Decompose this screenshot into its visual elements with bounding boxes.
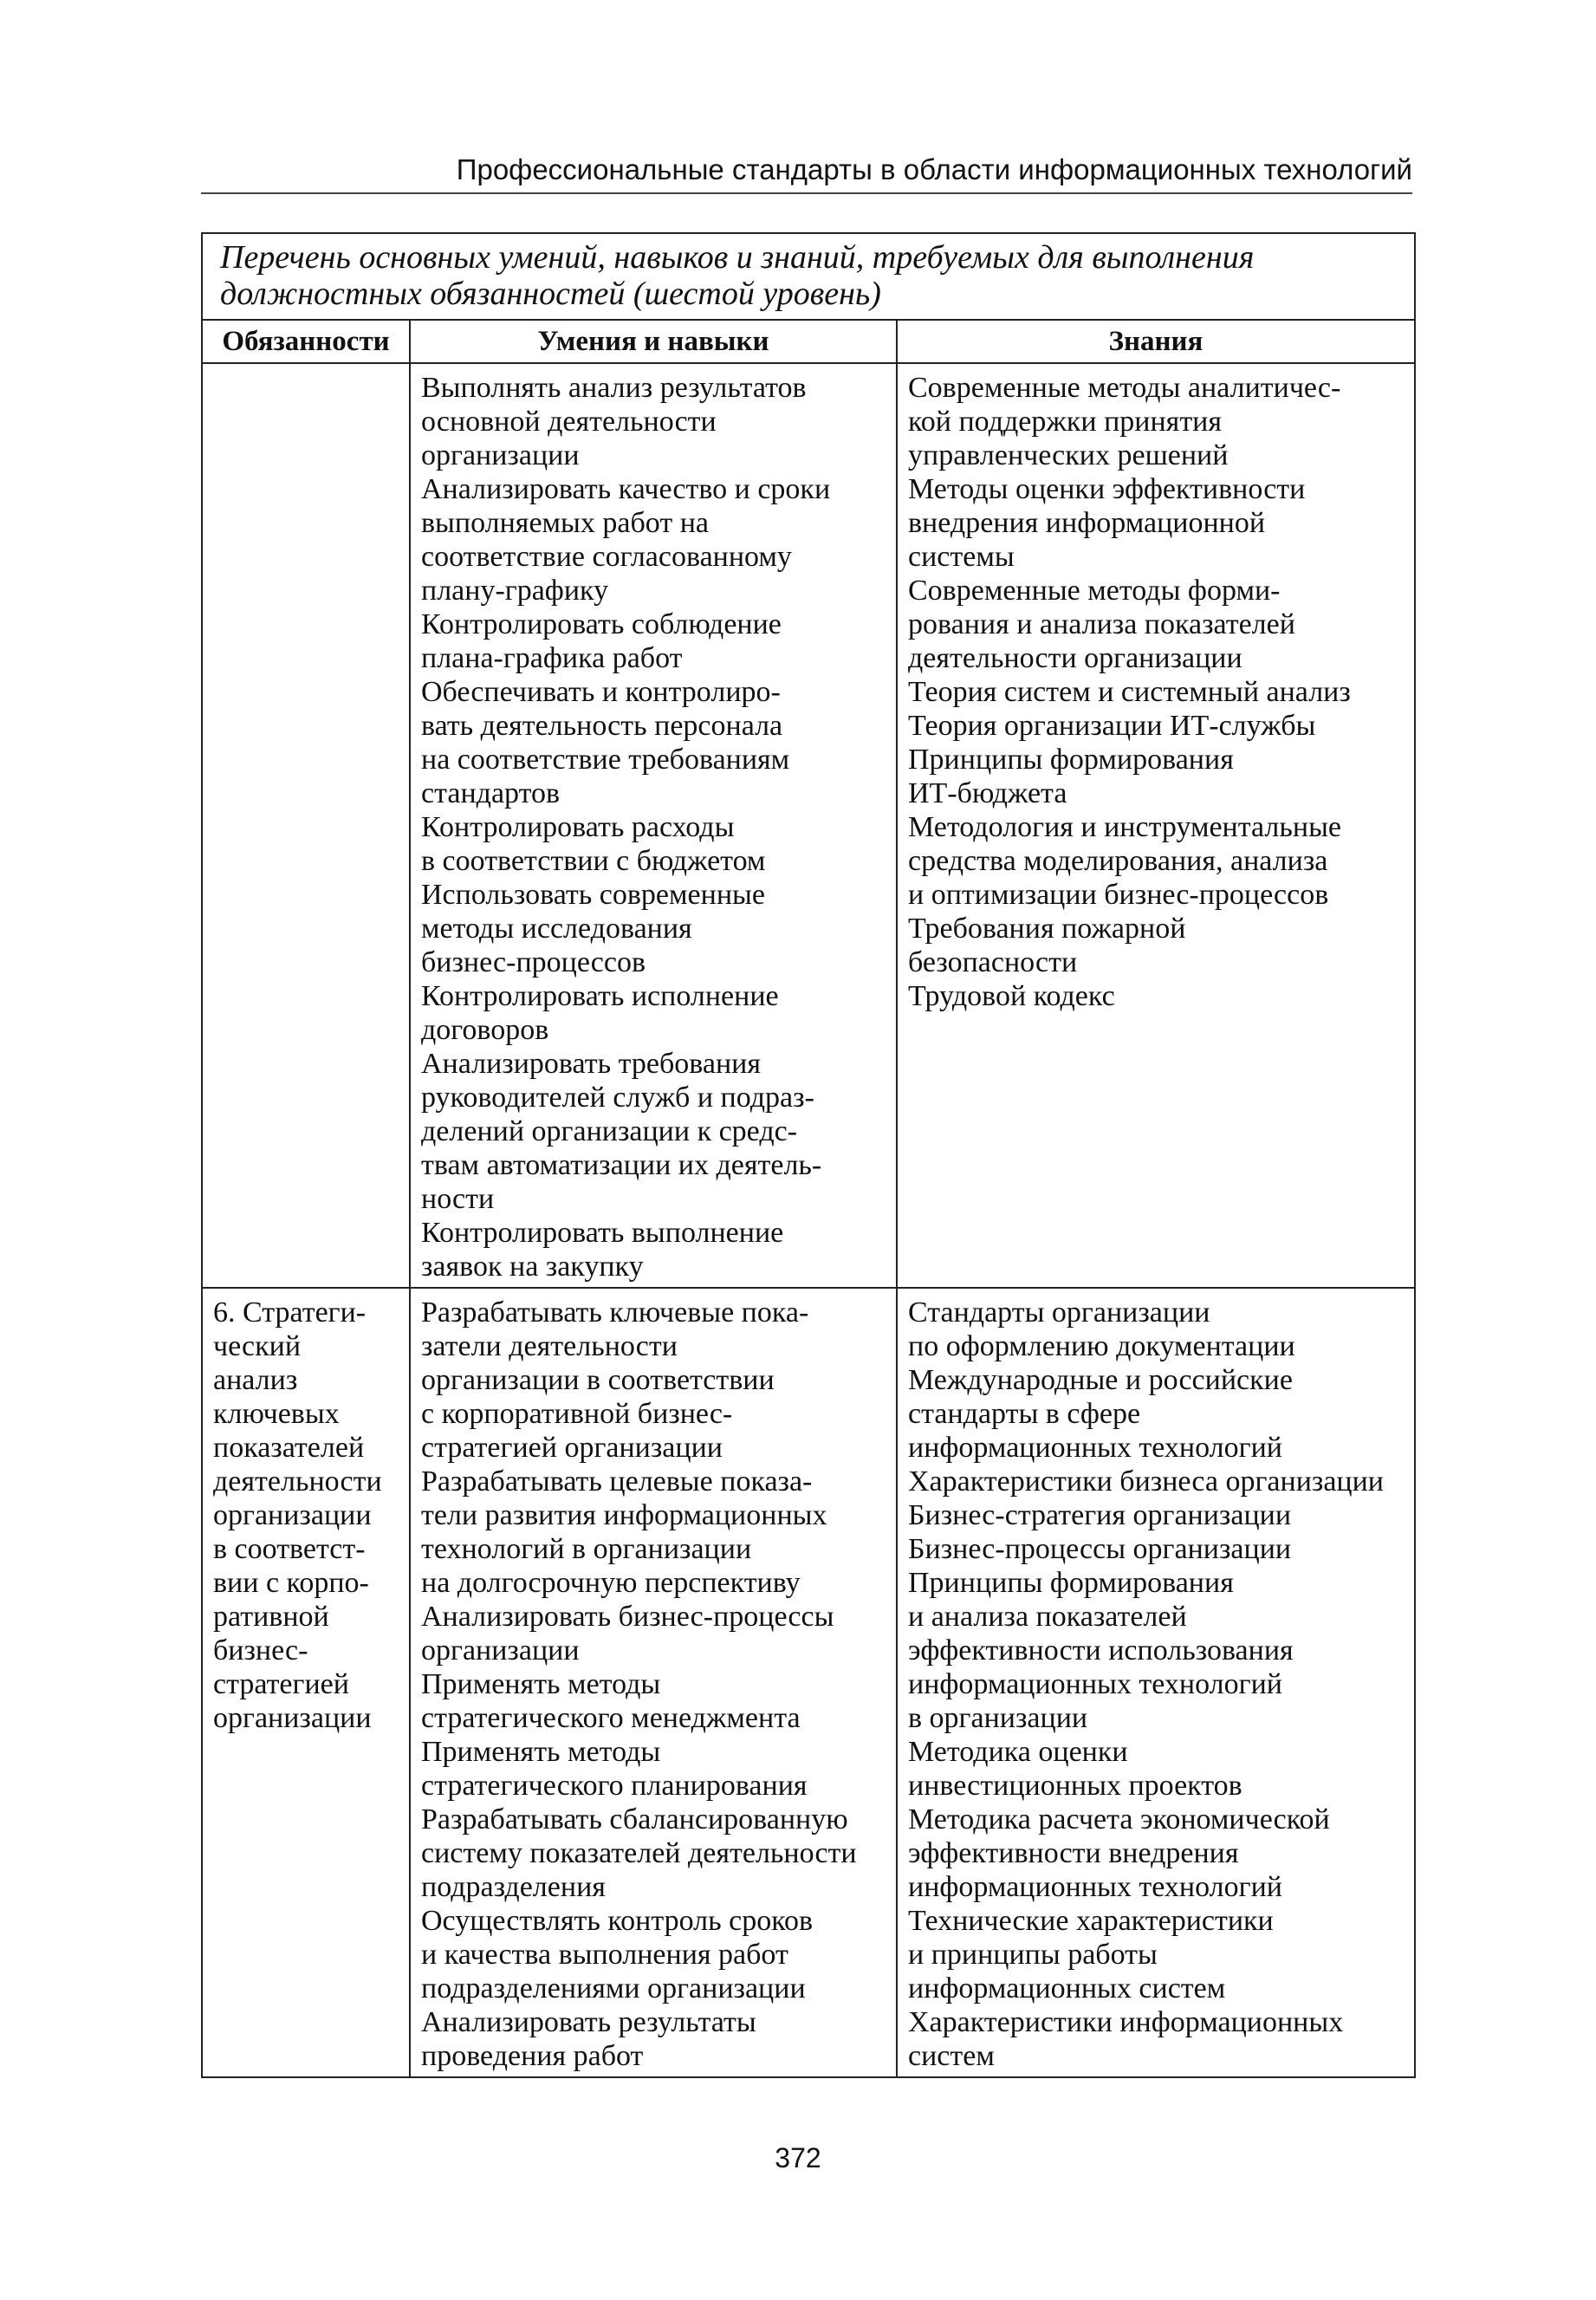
cell-line: стандартов xyxy=(421,777,561,809)
cell-line: системы xyxy=(908,541,1015,573)
cell-line: вии с корпо- xyxy=(213,1567,369,1599)
cell-line: на соответствие требованиям xyxy=(421,744,790,776)
cell-line: управленческих решений xyxy=(908,439,1229,471)
cell-line: затели деятельности xyxy=(421,1330,678,1362)
cell-line: Методы оценки эффективности xyxy=(908,473,1306,505)
cell-line: Анализировать качество и сроки xyxy=(421,473,831,505)
cell-line: с корпоративной бизнес- xyxy=(421,1398,733,1430)
cell-line: Теория организации ИТ-службы xyxy=(908,710,1316,742)
cell-line: эффективности внедрения xyxy=(908,1837,1239,1869)
table-caption-line: Перечень основных умений, навыков и знаний, требуемых для выполнения xyxy=(220,239,1255,276)
cell-line: Технические характеристики xyxy=(908,1905,1274,1937)
cell-line: инвестиционных проектов xyxy=(908,1770,1242,1802)
cell-line: Осуществлять контроль сроков xyxy=(421,1905,814,1937)
cell-line: и качества выполнения работ xyxy=(421,1939,788,1971)
cell-line: Методика расчета экономической xyxy=(908,1803,1330,1835)
cell-line: Методология и инструментальные xyxy=(908,811,1342,843)
table-caption-row xyxy=(202,233,1415,320)
cell-line: стандарты в сфере xyxy=(908,1398,1141,1430)
cell-line: безопасности xyxy=(908,946,1078,978)
cell-line: Разрабатывать сбалансированную xyxy=(421,1803,848,1835)
column-header-duties: Обязанности xyxy=(202,320,410,363)
cell-line: ческий xyxy=(213,1330,302,1362)
cell-line: систем xyxy=(908,2040,995,2072)
table-caption-line: должностных обязанностей (шестой уровень) xyxy=(220,276,881,312)
cell-line: организации в соответствии xyxy=(421,1364,775,1396)
cell-line: Контролировать расходы xyxy=(421,811,735,843)
cell-line: подразделениями организации xyxy=(421,1972,806,2004)
cell-line: Характеристики информационных xyxy=(908,2006,1344,2038)
cell-line: соответствие согласованному xyxy=(421,541,792,573)
cell-line: Разрабатывать целевые показа- xyxy=(421,1465,813,1498)
cell-line: проведения работ xyxy=(421,2040,644,2072)
cell-line: ности xyxy=(421,1183,495,1215)
cell-line: Анализировать требования xyxy=(421,1048,761,1080)
cell-line: основной деятельности xyxy=(421,406,717,438)
cell-line: методы исследования xyxy=(421,913,692,945)
cell-line: руководителей служб и подраз- xyxy=(421,1082,814,1114)
cell-line: анализ xyxy=(213,1364,298,1396)
cell-line: на долгосрочную перспективу xyxy=(421,1567,801,1599)
cell-line: вать деятельность персонала xyxy=(421,710,783,742)
cell-line: средства моделирования, анализа xyxy=(908,845,1328,877)
cell-line: ративной xyxy=(213,1601,329,1633)
cell-line: и анализа показателей xyxy=(908,1601,1187,1633)
cell-line: Международные и российские xyxy=(908,1364,1293,1396)
cell-line: деятельности организации xyxy=(908,642,1242,674)
cell-line: стратегией организации xyxy=(421,1432,723,1464)
cell-line: Контролировать выполнение xyxy=(421,1217,784,1249)
cell-line: в соответст- xyxy=(213,1533,366,1565)
column-header-skills: Умения и навыки xyxy=(410,320,897,363)
cell-line: выполняемых работ на xyxy=(421,507,709,539)
cell-line: 6. Стратеги- xyxy=(213,1296,367,1329)
cell-line: Современные методы форми- xyxy=(908,575,1281,607)
cell-line: твам автоматизации их деятель- xyxy=(421,1149,822,1181)
cell-line: информационных технологий xyxy=(908,1668,1282,1700)
knowledge-cell xyxy=(897,1288,1415,2077)
skills-cell xyxy=(410,363,897,1288)
cell-line: Анализировать результаты xyxy=(421,2006,756,2038)
cell-line: Бизнес-стратегия организации xyxy=(908,1499,1292,1531)
cell-line: Теория систем и системный анализ xyxy=(908,676,1351,708)
cell-line: бизнес- xyxy=(213,1634,308,1667)
cell-line: стратегического планирования xyxy=(421,1770,808,1802)
cell-line: плану-графику xyxy=(421,575,609,607)
cell-line: Методика оценки xyxy=(908,1736,1128,1768)
cell-line: по оформлению документации xyxy=(908,1330,1295,1362)
cell-line: делений организации к средс- xyxy=(421,1115,798,1147)
cell-line: Трудовой кодекс xyxy=(908,980,1115,1012)
cell-line: эффективности использования xyxy=(908,1634,1294,1667)
cell-line: в организации xyxy=(908,1702,1088,1734)
cell-line: ИТ-бюджета xyxy=(908,777,1067,809)
table-caption xyxy=(202,233,1415,320)
cell-line: Использовать современные xyxy=(421,879,765,911)
table-row xyxy=(202,363,1415,1288)
cell-line: информационных технологий xyxy=(908,1871,1282,1903)
cell-line: Анализировать бизнес-процессы xyxy=(421,1601,834,1633)
skills-cell xyxy=(410,1288,897,2077)
duty-cell xyxy=(202,363,410,1288)
cell-line: стратегией xyxy=(213,1668,349,1700)
column-header-knowledge: Знания xyxy=(897,320,1415,363)
cell-line: организации xyxy=(421,1634,580,1667)
cell-line: Принципы формирования xyxy=(908,744,1234,776)
duty-cell xyxy=(202,1288,410,2077)
cell-line: плана-графика работ xyxy=(421,642,683,674)
table-header-row xyxy=(202,320,1415,363)
cell-line: организации xyxy=(213,1499,372,1531)
cell-line: Стандарты организации xyxy=(908,1296,1210,1329)
cell-line: внедрения информационной xyxy=(908,507,1266,539)
cell-line: тели развития информационных xyxy=(421,1499,827,1531)
cell-line: заявок на закупку xyxy=(421,1251,644,1283)
cell-line: Разрабатывать ключевые пока- xyxy=(421,1296,809,1329)
table-row xyxy=(202,1288,1415,2077)
cell-line: Характеристики бизнеса организации xyxy=(908,1465,1384,1498)
cell-line: Применять методы xyxy=(421,1668,661,1700)
cell-line: ключевых xyxy=(213,1398,340,1430)
cell-line: показателей xyxy=(213,1432,365,1464)
cell-line: деятельности xyxy=(213,1465,382,1498)
cell-line: Принципы формирования xyxy=(908,1567,1234,1599)
cell-line: Применять методы xyxy=(421,1736,661,1768)
competency-table xyxy=(201,232,1416,2078)
page-number: 372 xyxy=(775,2142,821,2173)
cell-line: Современные методы аналитичес- xyxy=(908,372,1341,404)
cell-line: в соответствии с бюджетом xyxy=(421,845,766,877)
cell-line: Выполнять анализ результатов xyxy=(421,372,807,404)
cell-line: кой поддержки принятия xyxy=(908,406,1223,438)
cell-line: стратегического менеджмента xyxy=(421,1702,801,1734)
cell-line: Контролировать исполнение xyxy=(421,980,779,1012)
cell-line: информационных систем xyxy=(908,1972,1226,2004)
cell-line: и оптимизации бизнес-процессов xyxy=(908,879,1329,911)
cell-line: договоров xyxy=(421,1014,549,1046)
cell-line: Контролировать соблюдение xyxy=(421,608,782,640)
cell-line: бизнес-процессов xyxy=(421,946,646,978)
cell-line: Бизнес-процессы организации xyxy=(908,1533,1292,1565)
cell-line: подразделения xyxy=(421,1871,606,1903)
cell-line: технологий в организации xyxy=(421,1533,752,1565)
cell-line: и принципы работы xyxy=(908,1939,1158,1971)
cell-line: организации xyxy=(213,1702,372,1734)
cell-line: систему показателей деятельности xyxy=(421,1837,857,1869)
knowledge-cell xyxy=(897,363,1415,1288)
cell-line: рования и анализа показателей xyxy=(908,608,1295,640)
cell-line: информационных технологий xyxy=(908,1432,1282,1464)
cell-line: Требования пожарной xyxy=(908,913,1186,945)
cell-line: Обеспечивать и контролиро- xyxy=(421,676,781,708)
cell-line: организации xyxy=(421,439,580,471)
running-header: Профессиональные стандарты в области информационных технологий xyxy=(201,153,1412,194)
